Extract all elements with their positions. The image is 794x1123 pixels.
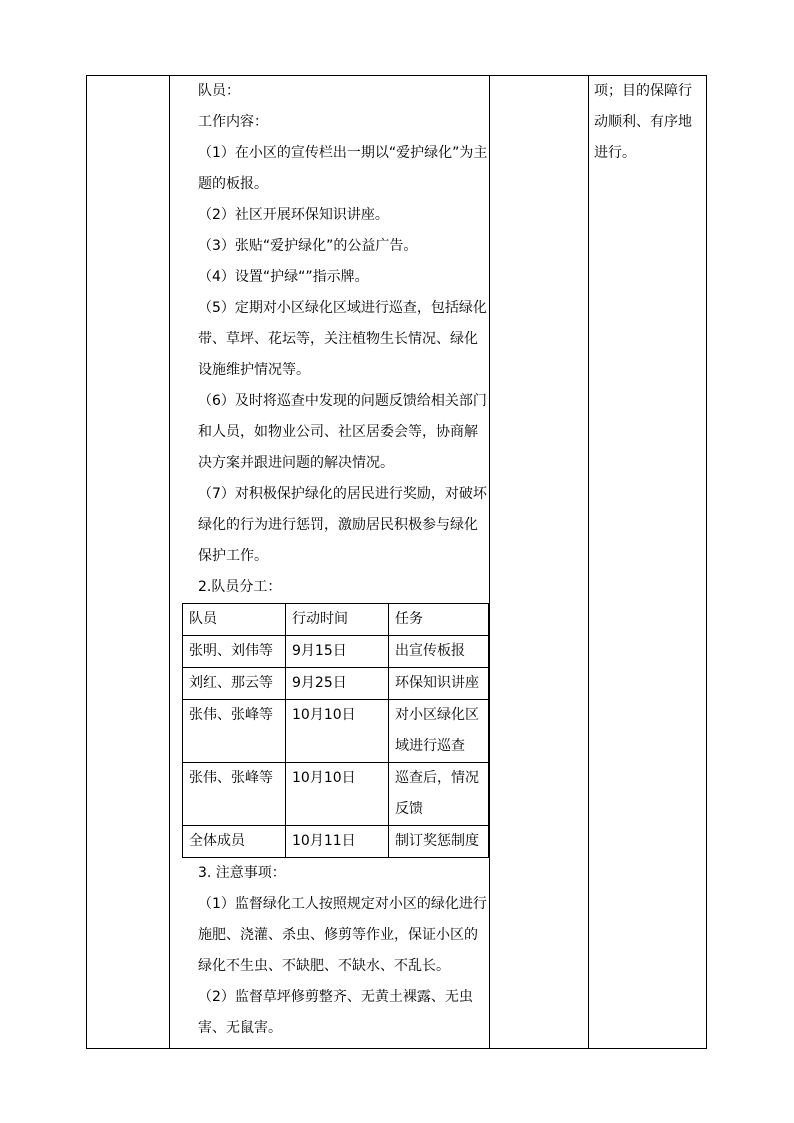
purpose-text: 项；目的保障行动顺利、有序地进行。 bbox=[594, 83, 692, 161]
cell-time: 9月25日 bbox=[286, 668, 389, 700]
section-3-title: 3. 注意事项： bbox=[198, 865, 286, 881]
column-divider-2 bbox=[489, 76, 490, 1048]
cell-task: 出宣传板报 bbox=[389, 636, 489, 668]
main-content-column bbox=[170, 76, 488, 1044]
work-item-1: （1）在小区的宣传栏出一期以“爱护绿化”为主题的板报。 bbox=[198, 145, 488, 192]
table-row bbox=[183, 636, 489, 668]
work-item-7: （7）对积极保护绿化的居民进行奖励，对破坏绿化的行为进行惩罚，激励居民积极参与绿化保护工作。 bbox=[198, 486, 487, 564]
cell-time: 10月10日 bbox=[286, 700, 389, 763]
table-row bbox=[183, 763, 489, 826]
header-time: 行动时间 bbox=[286, 604, 389, 636]
cell-time: 10月11日 bbox=[286, 826, 389, 858]
team-assignment-table bbox=[182, 603, 489, 858]
cell-member: 全体成员 bbox=[183, 826, 286, 858]
cell-member: 张伟、张峰等 bbox=[183, 700, 286, 763]
header-member: 队员 bbox=[183, 604, 286, 636]
cell-task: 巡查后，情况反馈 bbox=[389, 763, 489, 826]
work-item-5: （5）定期对小区绿化区域进行巡查，包括绿化带、草坪、花坛等，关注植物生长情况、绿化设施维护情况等。 bbox=[198, 300, 487, 378]
cell-task: 对小区绿化区域进行巡查 bbox=[389, 700, 489, 763]
work-item-4: （4）设置“护绿“”指示牌。 bbox=[198, 269, 369, 285]
work-content-label: 工作内容： bbox=[198, 114, 268, 130]
cell-member: 张明、刘伟等 bbox=[183, 636, 286, 668]
cell-time: 9月15日 bbox=[286, 636, 389, 668]
cell-task: 环保知识讲座 bbox=[389, 668, 489, 700]
purpose-column bbox=[594, 76, 704, 169]
table-row bbox=[183, 826, 489, 858]
work-item-6: （6）及时将巡查中发现的问题反馈给相关部门和人员，如物业公司、社区居委会等，协商解决方案并跟进问题的解决情况。 bbox=[198, 393, 487, 471]
note-item-2: （2）监督草坪修剪整齐、无黄土裸露、无虫害、无鼠害。 bbox=[198, 989, 473, 1036]
table-row bbox=[183, 700, 489, 763]
cell-member: 刘红、那云等 bbox=[183, 668, 286, 700]
work-item-2: （2）社区开展环保知识讲座。 bbox=[198, 207, 389, 223]
team-members-label: 队员： bbox=[198, 83, 240, 99]
header-task: 任务 bbox=[389, 604, 489, 636]
note-item-1: （1）监督绿化工人按照规定对小区的绿化进行施肥、浇灌、杀虫、修剪等作业，保证小区的绿化不生虫、不缺肥、不缺水、不乱长。 bbox=[198, 896, 487, 974]
table-row bbox=[183, 668, 489, 700]
work-item-3: （3）张贴“爱护绿化”的公益广告。 bbox=[198, 238, 418, 254]
table-header-row bbox=[183, 604, 489, 636]
cell-member: 张伟、张峰等 bbox=[183, 763, 286, 826]
section-2-title: 2.队员分工： bbox=[198, 579, 282, 595]
column-divider-3 bbox=[588, 76, 589, 1048]
cell-time: 10月10日 bbox=[286, 763, 389, 826]
cell-task: 制订奖惩制度 bbox=[389, 826, 489, 858]
